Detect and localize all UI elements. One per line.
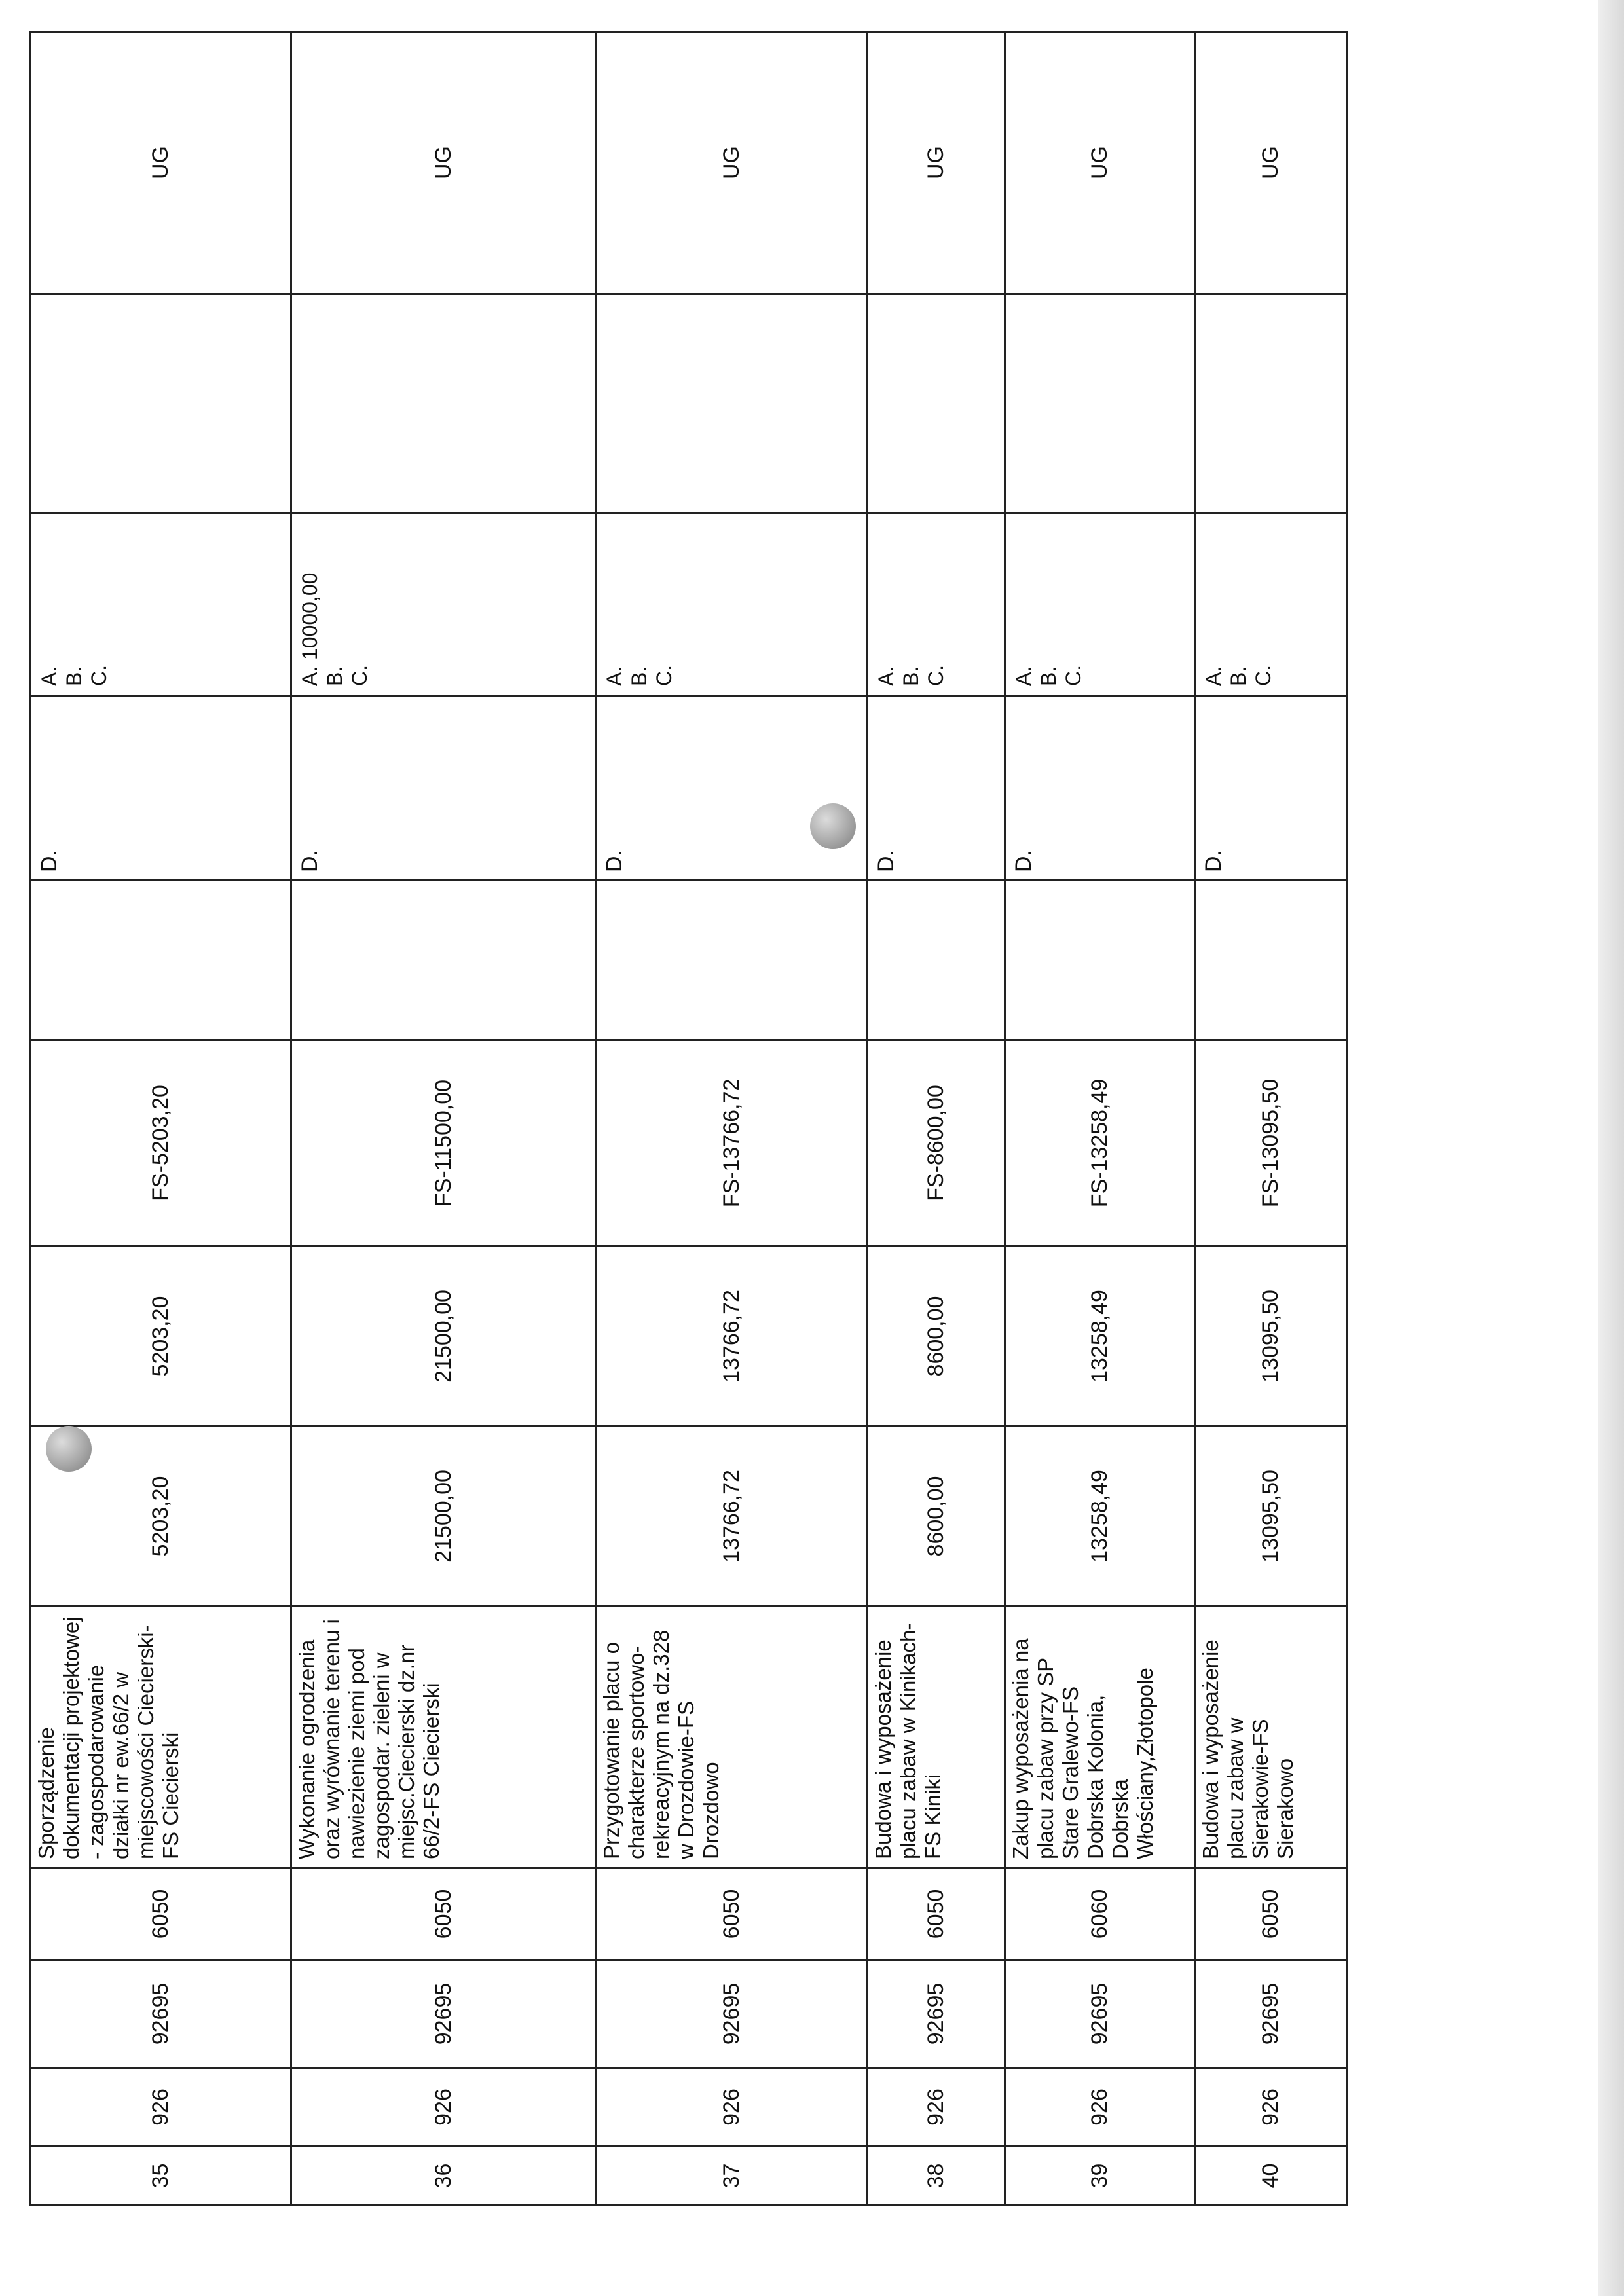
task-description: Budowa i wyposażenie placu zabaw w Sierakowie-FS Sierakowo	[1195, 1607, 1347, 1868]
dzial-cell: 926	[291, 2068, 596, 2147]
total-value: 13766,72	[596, 1427, 868, 1607]
total-value: 21500,00	[291, 1427, 596, 1607]
table-row	[596, 32, 868, 2206]
task-description: Zakup wyposażenia na placu zabaw przy SP Stare Gralewo-FS Dobrska Kolonia, Dobrska Włościany,Złotopole	[1005, 1607, 1195, 1868]
funding-sources-cell	[868, 513, 1005, 880]
paragraf-cell: 6060	[1005, 1868, 1195, 1960]
rozdzial-cell: 92695	[868, 1960, 1005, 2068]
a-label: A.	[602, 666, 626, 686]
total-value: 5203,20	[31, 1427, 291, 1607]
rozdzial-cell: 92695	[31, 1960, 291, 2068]
unit-cell: UG	[596, 32, 868, 294]
funding-sources-cell	[291, 513, 596, 880]
b-label: B.	[1037, 666, 1060, 686]
abc-list	[292, 514, 595, 695]
d-box	[868, 695, 1004, 879]
rozdzial-cell: 92695	[1195, 1960, 1347, 2068]
year-value: 13258,49	[1005, 1247, 1195, 1427]
d-label: D.	[297, 850, 322, 872]
empty-cell	[291, 294, 596, 513]
row-number: 35	[31, 2147, 291, 2206]
fund-source-value: FS-8600,00	[868, 1040, 1005, 1247]
d-label: D.	[1011, 850, 1036, 872]
empty-cell	[868, 880, 1005, 1040]
empty-cell	[1005, 294, 1195, 513]
a-label: A.	[1202, 666, 1225, 686]
d-label: D.	[1201, 850, 1226, 872]
row-number: 37	[596, 2147, 868, 2206]
a-label: A.	[874, 666, 898, 686]
a-label: A.	[1012, 666, 1035, 686]
abc-list	[597, 514, 866, 695]
rozdzial-cell: 92695	[1005, 1960, 1195, 2068]
table-row	[868, 32, 1005, 2206]
task-description: Przygotowanie placu o charakterze sportowo-rekreacyjnym na dz.328 w Drozdowie-FS Drozdowo	[596, 1607, 868, 1868]
d-box	[597, 695, 866, 879]
year-value: 21500,00	[291, 1247, 596, 1427]
empty-cell	[291, 880, 596, 1040]
paragraf-cell: 6050	[291, 1868, 596, 1960]
fund-source-value: FS-11500,00	[291, 1040, 596, 1247]
year-value: 13766,72	[596, 1247, 868, 1427]
d-box	[292, 695, 595, 879]
table-row	[1195, 32, 1347, 2206]
unit-cell: UG	[291, 32, 596, 294]
budget-table	[29, 33, 1346, 2206]
year-value: 13095,50	[1195, 1247, 1347, 1427]
b-label: B.	[323, 666, 346, 686]
total-value: 13258,49	[1005, 1427, 1195, 1607]
empty-cell	[31, 294, 291, 513]
unit-cell: UG	[31, 32, 291, 294]
c-label: C.	[924, 665, 948, 686]
row-number: 38	[868, 2147, 1005, 2206]
d-box	[31, 695, 290, 879]
d-label: D.	[602, 850, 627, 872]
a-label: A.	[37, 666, 61, 686]
task-description: Wykonanie ogrodzenia oraz wyrównanie terenu i nawiezienie ziemi pod zagospodar. zieleni w miejsc.Ciecierski dz.nr 66/2-FS Ciecierski	[291, 1607, 596, 1868]
dzial-cell: 926	[1195, 2068, 1347, 2147]
fund-source-value: FS-5203,20	[31, 1040, 291, 1247]
c-label: C.	[1251, 665, 1275, 686]
unit-cell: UG	[868, 32, 1005, 294]
rozdzial-cell: 92695	[596, 1960, 868, 2068]
funding-sources-cell	[31, 513, 291, 880]
total-value: 13095,50	[1195, 1427, 1347, 1607]
c-label: C.	[1061, 665, 1085, 686]
scan-edge	[1598, 0, 1624, 2296]
dzial-cell: 926	[1005, 2068, 1195, 2147]
funding-sources-cell	[1005, 513, 1195, 880]
b-label: B.	[627, 666, 651, 686]
abc-list	[31, 514, 290, 695]
funding-sources-cell	[1195, 513, 1347, 880]
table-row	[1005, 32, 1195, 2206]
total-value: 8600,00	[868, 1427, 1005, 1607]
b-label: B.	[899, 666, 923, 686]
unit-cell: UG	[1195, 32, 1347, 294]
abc-list	[868, 514, 1004, 695]
d-label: D.	[874, 850, 898, 872]
b-label: B.	[1227, 666, 1250, 686]
fund-source-value: FS-13258,49	[1005, 1040, 1195, 1247]
task-description: Sporządzenie dokumentacji projektowej - zagospodarowanie działki nr ew.66/2 w miejscowości Ciecierski-FS Ciecierski	[31, 1607, 291, 1868]
empty-cell	[868, 294, 1005, 513]
empty-cell	[596, 880, 868, 1040]
empty-cell	[31, 880, 291, 1040]
c-label: C.	[348, 665, 371, 686]
c-label: C.	[87, 665, 111, 686]
punch-hole-top	[810, 803, 856, 849]
empty-cell	[1005, 880, 1195, 1040]
fund-source-value: FS-13095,50	[1195, 1040, 1347, 1247]
rozdzial-cell: 92695	[291, 1960, 596, 2068]
c-label: C.	[652, 665, 676, 686]
paragraf-cell: 6050	[868, 1868, 1005, 1960]
empty-cell	[596, 294, 868, 513]
row-number: 40	[1195, 2147, 1347, 2206]
paragraf-cell: 6050	[596, 1868, 868, 1960]
dzial-cell: 926	[868, 2068, 1005, 2147]
a-label: A.	[298, 666, 322, 686]
year-value: 8600,00	[868, 1247, 1005, 1427]
a-value: 10000,00	[298, 572, 322, 660]
b-label: B.	[62, 666, 86, 686]
row-number: 39	[1005, 2147, 1195, 2206]
empty-cell	[1195, 294, 1347, 513]
paragraf-cell: 6050	[1195, 1868, 1347, 1960]
table-row	[291, 32, 596, 2206]
punch-hole-bottom	[46, 1426, 92, 1472]
unit-cell: UG	[1005, 32, 1195, 294]
abc-list	[1006, 514, 1194, 695]
year-value: 5203,20	[31, 1247, 291, 1427]
dzial-cell: 926	[596, 2068, 868, 2147]
d-label: D.	[37, 850, 62, 872]
paragraf-cell: 6050	[31, 1868, 291, 1960]
row-number: 36	[291, 2147, 596, 2206]
fund-source-value: FS-13766,72	[596, 1040, 868, 1247]
d-box	[1006, 695, 1194, 879]
dzial-cell: 926	[31, 2068, 291, 2147]
empty-cell	[1195, 880, 1347, 1040]
d-box	[1196, 695, 1346, 879]
abc-list	[1196, 514, 1346, 695]
table-row	[31, 32, 291, 2206]
task-description: Budowa i wyposażenie placu zabaw w Kinikach-FS Kiniki	[868, 1607, 1005, 1868]
